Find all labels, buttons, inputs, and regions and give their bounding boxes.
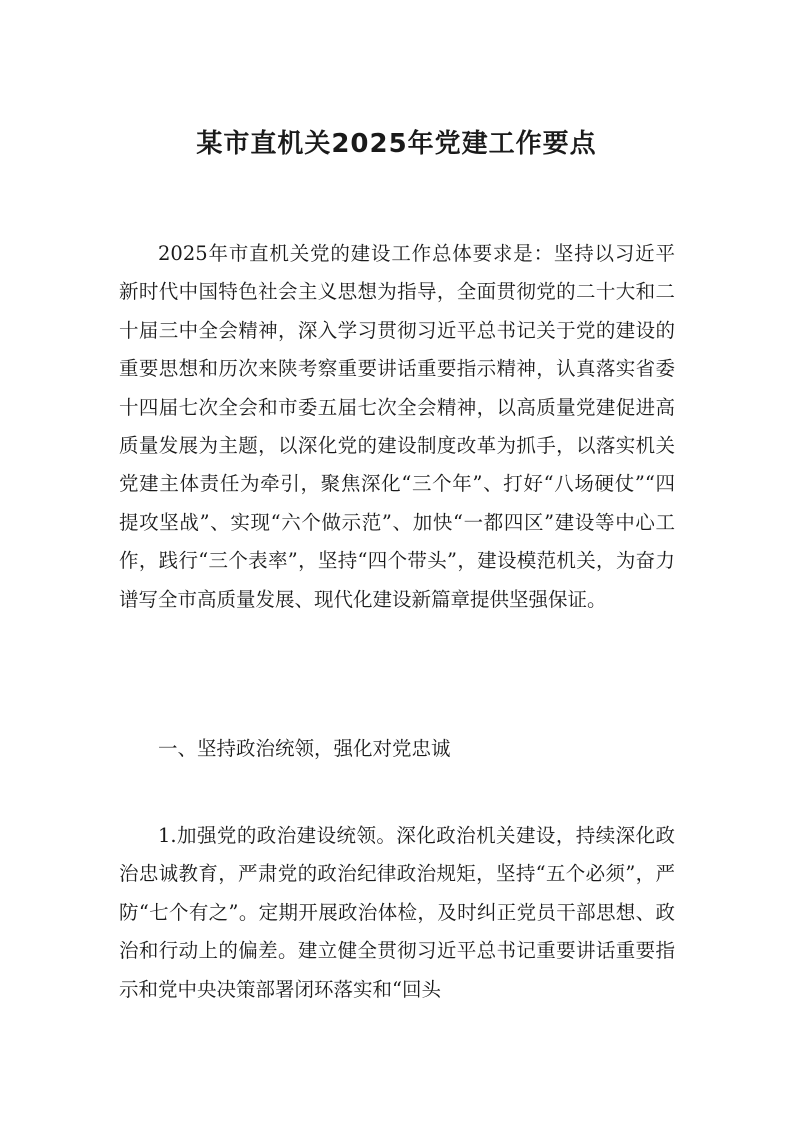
intro-paragraph: 2025年市直机关党的建设工作总体要求是：坚持以习近平新时代中国特色社会主义思想为指导，全面贯彻党的二十大和二十届三中全会精神，深入学习贯彻习近平总书记关于党的建设的重要思想和历次来陕考察重要讲话重要指示精神，认真落实省委十四届七次全会和市委五届七次全会精神，以高质量党建促进高质量发展为主题，以深化党的建设制度改革为抓手，以落实机关党建主体责任为牵引，聚焦深化“三个年”、打好“八场硬仗”“四提攻坚战”、实现“六个做示范”、加快“一都四区”建设等中心工作，践行“三个表率”，坚持“四个带头”，建设模范机关，为奋力谱写全市高质量发展、现代化建设新篇章提供坚强保证。 <box>119 242 675 611</box>
section-heading: 一、坚持政治统领，强化对党忠诚 <box>158 737 451 760</box>
document-title: 某市直机关2025年党建工作要点 <box>196 129 597 159</box>
section-item-paragraph: 1.加强党的政治建设统领。深化政治机关建设，持续深化政治忠诚教育，严肃党的政治纪律政治规矩，坚持“五个必须”，严防“七个有之”。定期开展政治体检，及时纠正党员干部思想、政治和行动上的偏差。建立健全贯彻习近平总书记重要讲话重要指示和党中央决策部署闭环落实和“回头 <box>119 824 675 1001</box>
